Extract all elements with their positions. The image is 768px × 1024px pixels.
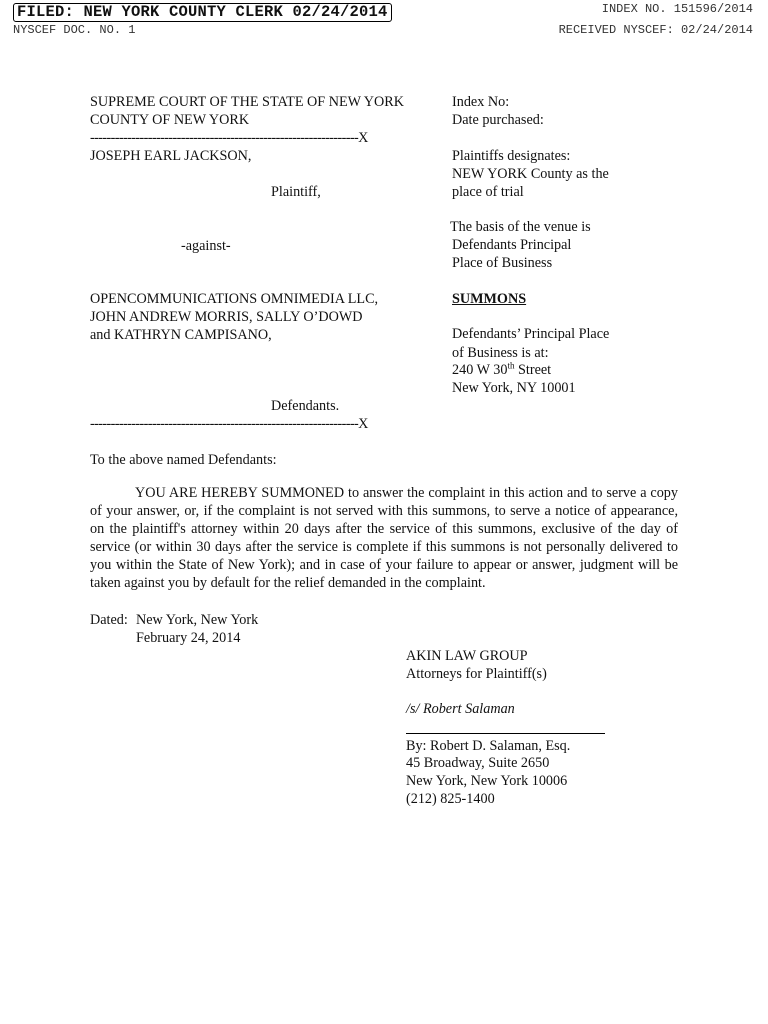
designates-line-3: place of trial [452, 184, 524, 200]
firm-phone: (212) 825-1400 [406, 791, 495, 807]
firm-role: Attorneys for Plaintiff(s) [406, 666, 547, 682]
street-word: Street [514, 362, 552, 378]
caption-divider-top: -----------------------------------------------------------------X [90, 130, 368, 146]
date-purchased-label: Date purchased: [452, 112, 544, 128]
street-number: 240 W 30 [452, 362, 508, 378]
venue-line-1: The basis of the venue is [450, 219, 591, 235]
street-ordinal-suffix: th [507, 360, 515, 371]
salutation: To the above named Defendants: [90, 452, 277, 468]
county-name: COUNTY OF NEW YORK [90, 112, 250, 128]
defendant-line-1: OPENCOMMUNICATIONS OMNIMEDIA LLC, [90, 291, 379, 307]
defendant-line-2: JOHN ANDREW MORRIS, SALLY O’DOWD [90, 309, 363, 325]
plaintiff-name: JOSEPH EARL JACKSON, [90, 148, 252, 164]
venue-line-3: Place of Business [452, 255, 553, 271]
court-name: SUPREME COURT OF THE STATE OF NEW YORK [90, 94, 404, 110]
dated-place: New York, New York [136, 612, 259, 628]
doc-number: NYSCEF DOC. NO. 1 [13, 23, 136, 37]
firm-address-2: New York, New York 10006 [406, 773, 568, 789]
summons-paragraph: YOU ARE HEREBY SUMMONED to answer the complaint in this action and to serve a copy of your answer, or, if the complaint is not served with this summons, to serve a notice of appearance, on the plaintiff's attorney within 20 days after the service of this summons, exclusive of the day of service (or within 30 days after the service is complete if this summons is not personally delivered to you within the State of New York); and in case of your failure to appear or answer, judgment will be taken against you by default for the relief demanded in the complaint. [90, 485, 678, 591]
firm-name: AKIN LAW GROUP [406, 648, 528, 664]
caption-divider-bottom: -----------------------------------------------------------------X [90, 416, 368, 432]
firm-address-1: 45 Broadway, Suite 2650 [406, 755, 550, 771]
dated-date: February 24, 2014 [136, 630, 241, 646]
signature-line [406, 733, 605, 734]
filed-stamp: FILED: NEW YORK COUNTY CLERK 02/24/2014 [13, 3, 392, 22]
received-date: RECEIVED NYSCEF: 02/24/2014 [558, 23, 753, 37]
business-line-2: of Business is at: [452, 345, 549, 361]
index-number-header: INDEX NO. 151596/2014 [601, 2, 753, 16]
defendant-role: Defendants. [271, 398, 340, 414]
defendant-line-3: and KATHRYN CAMPISANO, [90, 327, 272, 343]
electronic-signature: /s/ Robert Salaman [406, 701, 515, 717]
business-street [452, 361, 551, 379]
dated-label: Dated: [90, 612, 128, 628]
business-city: New York, NY 10001 [452, 380, 576, 396]
by-line: By: Robert D. Salaman, Esq. [406, 738, 571, 754]
venue-line-2: Defendants Principal [452, 237, 572, 253]
plaintiff-role: Plaintiff, [271, 184, 321, 200]
against-label: -against- [181, 238, 231, 254]
summons-title: SUMMONS [452, 291, 527, 307]
designates-line-2: NEW YORK County as the [452, 166, 609, 182]
designates-line-1: Plaintiffs designates: [452, 148, 571, 164]
business-line-1: Defendants’ Principal Place [452, 326, 610, 342]
index-no-label: Index No: [452, 94, 510, 110]
